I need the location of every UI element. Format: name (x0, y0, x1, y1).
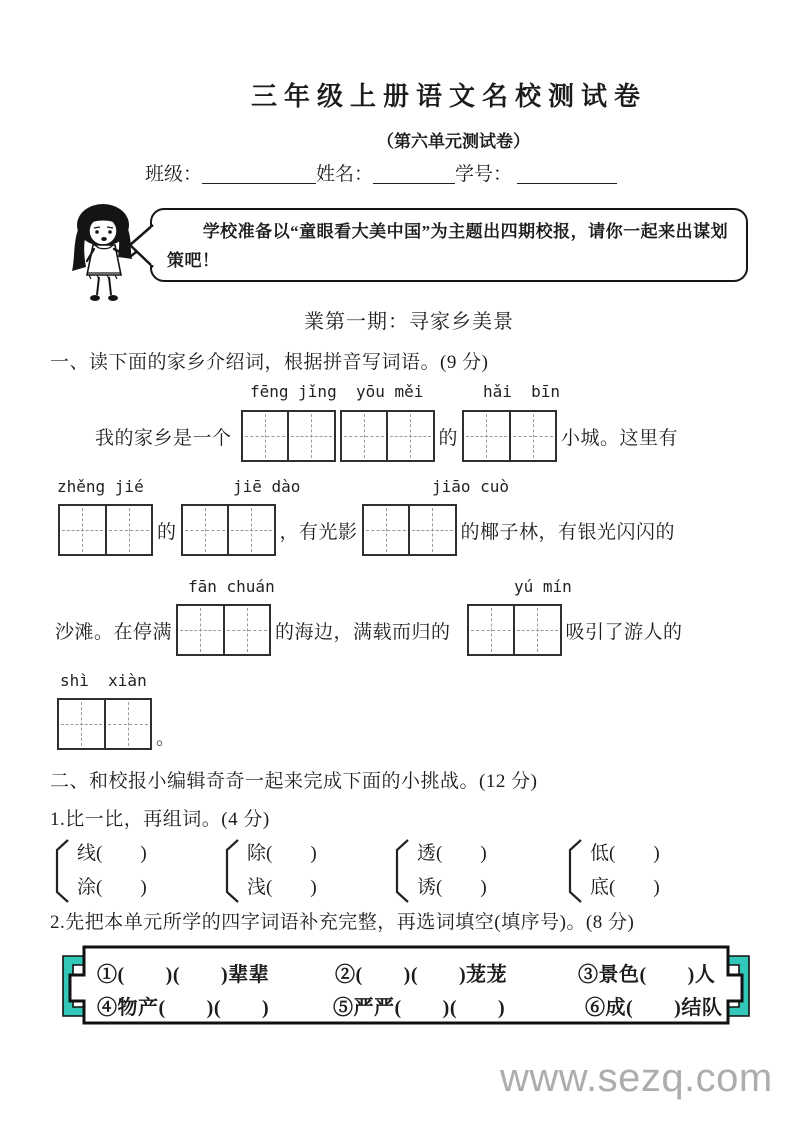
sentence-text: 。 (156, 728, 176, 749)
section2-sub1-heading: 1.比一比，再组词。(4 分) (50, 809, 270, 830)
page-subtitle: （第六单元测试卷） (377, 132, 530, 151)
name-blank-line (373, 163, 455, 184)
pinyin-label: jiē dào (233, 477, 301, 496)
sentence-text: 的椰子林，有银光闪闪的 (460, 521, 676, 543)
writing-box (362, 504, 457, 556)
compare-pair-group (222, 836, 317, 906)
sentence-text: 吸引了游人的 (565, 621, 683, 643)
name-label: 姓名： (316, 164, 374, 185)
pinyin-label: hǎi bīn (483, 382, 561, 401)
section2-heading: 二、和校报小编辑奇奇一起来完成下面的小挑战。(12 分) (50, 771, 538, 792)
sentence-row-2 (58, 504, 675, 556)
writing-box (462, 410, 557, 462)
pinyin-label: jiāo cuò (432, 477, 510, 496)
section1-heading: 一、读下面的家乡介绍词，根据拼音写词语。(9 分) (50, 352, 489, 373)
pair-word-bottom: 诱( ) (417, 877, 487, 898)
sentence-row-4 (57, 698, 176, 750)
sentence-text: 的海边，满载而归的 (275, 621, 451, 643)
student-id-label: 学号： (455, 164, 513, 185)
section2-sub2-heading: 2.先把本单元所学的四字词语补充完整，再选词填空(填序号)。(8 分) (50, 912, 635, 933)
brace-icon (392, 837, 410, 905)
brace-icon (222, 837, 240, 905)
sentence-text: 我的家乡是一个 (95, 427, 232, 449)
sentence-row-1 (95, 410, 678, 462)
writing-box (241, 410, 336, 462)
writing-box (58, 504, 153, 556)
sentence-text: 沙滩。在停满 (55, 621, 173, 643)
page-title: 三年级上册语文名校测试卷 (251, 82, 648, 111)
sentence-text: 的 (157, 521, 177, 543)
pinyin-label: shì xiàn (60, 671, 147, 690)
pinyin-label: fān chuán (188, 577, 275, 596)
speech-bubble-text-line2: 策吧！ (167, 251, 220, 270)
pair-word-top: 透( ) (417, 843, 487, 864)
brace-icon (52, 837, 70, 905)
student-id-blank-line (517, 163, 617, 184)
pair-word-bottom: 浅( ) (247, 877, 317, 898)
writing-box (467, 604, 562, 656)
word-bank-item: ⑥成( )结队 (585, 997, 723, 1019)
site-watermark: www.sezq.com (500, 1056, 773, 1100)
pair-word-bottom: 涂( ) (77, 877, 147, 898)
writing-box (181, 504, 276, 556)
word-bank-item: ④物产( )( ) (97, 997, 270, 1019)
compare-pair-group (52, 836, 147, 906)
sentence-row-3 (55, 604, 683, 656)
writing-box (57, 698, 152, 750)
sentence-text: ，有光影 (279, 521, 358, 543)
pair-word-bottom: 底( ) (590, 877, 660, 898)
pinyin-label: zhěng jié (57, 477, 144, 496)
sentence-text: 的 (438, 427, 459, 449)
speech-bubble-tail (126, 224, 154, 268)
word-bank-item: ⑤严严( )( ) (333, 997, 506, 1019)
pinyin-label: yú mín (514, 577, 572, 596)
compare-pair-group (392, 836, 487, 906)
word-bank-item: ③景色( )人 (578, 964, 716, 986)
compare-pair-group (565, 836, 660, 906)
brace-icon (565, 837, 583, 905)
speech-bubble (150, 208, 748, 282)
word-bank-item: ①( )( )辈辈 (97, 964, 270, 986)
writing-box (340, 410, 435, 462)
writing-box (176, 604, 271, 656)
pair-word-top: 低( ) (590, 843, 660, 864)
sentence-text: 小城。这里有 (561, 427, 679, 449)
class-blank-line (202, 163, 316, 184)
pair-word-top: 线( ) (77, 843, 147, 864)
speech-bubble-text-line1: 学校准备以“童眼看大美中国”为主题出四期校报，请你一起来出谋划 (202, 222, 729, 241)
class-label: 班级： (145, 164, 203, 185)
word-bank-item: ②( )( )茏茏 (335, 964, 508, 986)
student-info-line (145, 159, 617, 186)
pair-word-top: 除( ) (247, 843, 317, 864)
word-bank-banner (60, 944, 752, 1026)
pinyin-label: fēng jǐng yōu měi (250, 382, 424, 401)
issue-heading: 業第一期：寻家乡美景 (304, 311, 514, 333)
